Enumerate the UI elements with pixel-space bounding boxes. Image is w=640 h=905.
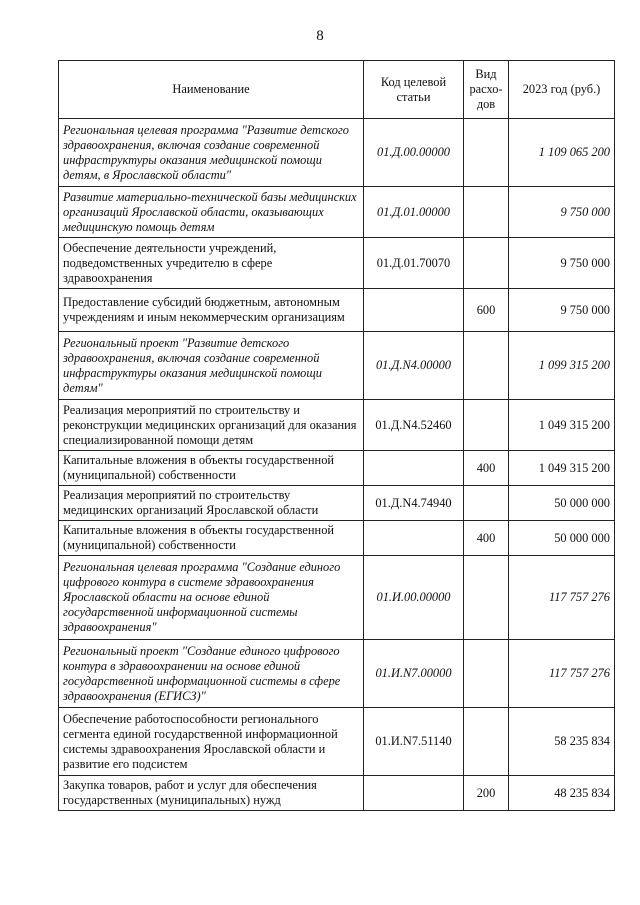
table-row (59, 640, 615, 708)
table-row (59, 521, 615, 556)
budget-table (58, 60, 615, 811)
row-code: 01.И.00.00000 (364, 556, 464, 640)
page-number: 8 (316, 28, 324, 44)
row-amount: 1 049 315 200 (509, 451, 615, 486)
row-name: Закупка товаров, работ и услуг для обеспечения государственных (муниципальных) нужд (59, 776, 364, 811)
row-code: 01.Д.01.00000 (364, 187, 464, 238)
row-amount: 9 750 000 (509, 238, 615, 289)
row-name: Региональная целевая программа "Развитие детского здравоохранения, включая создание современной инфраструктуры оказания медицинской помощи детям, в Ярославской области" (59, 119, 364, 187)
row-code (364, 521, 464, 556)
row-type: 400 (464, 451, 509, 486)
row-amount: 1 049 315 200 (509, 400, 615, 451)
row-amount: 1 099 315 200 (509, 332, 615, 400)
row-code (364, 776, 464, 811)
row-name: Реализация мероприятий по строительству и реконструкции медицинских организаций для оказания специализированной помощи детям (59, 400, 364, 451)
row-name: Обеспечение деятельности учреждений, подведомственных учредителю в сфере здравоохранения (59, 238, 364, 289)
row-code: 01.Д.N4.00000 (364, 332, 464, 400)
row-type (464, 187, 509, 238)
table-header-row (59, 61, 615, 119)
row-amount: 1 109 065 200 (509, 119, 615, 187)
row-type (464, 332, 509, 400)
row-code: 01.И.N7.00000 (364, 640, 464, 708)
row-amount: 9 750 000 (509, 289, 615, 332)
row-type: 400 (464, 521, 509, 556)
table-row (59, 451, 615, 486)
row-name: Капитальные вложения в объекты государственной (муниципальной) собственности (59, 521, 364, 556)
row-type (464, 400, 509, 451)
row-code: 01.Д.01.70070 (364, 238, 464, 289)
row-code: 01.Д.N4.52460 (364, 400, 464, 451)
table-row (59, 119, 615, 187)
table-row (59, 400, 615, 451)
table-row (59, 486, 615, 521)
row-code (364, 289, 464, 332)
row-code: 01.Д.N4.74940 (364, 486, 464, 521)
row-code (364, 451, 464, 486)
row-code: 01.Д.00.00000 (364, 119, 464, 187)
row-name: Региональный проект "Создание единого цифрового контура в здравоохранении на основе единой государственной информационной системы в сфере здравоохранения (ЕГИСЗ)" (59, 640, 364, 708)
table-row (59, 708, 615, 776)
row-amount: 117 757 276 (509, 556, 615, 640)
row-type (464, 238, 509, 289)
table-row (59, 556, 615, 640)
table-row (59, 238, 615, 289)
row-amount: 50 000 000 (509, 521, 615, 556)
row-name: Обеспечение работоспособности регионального сегмента единой государственной информационной системы здравоохранения Ярославской области и развитие его подсистем (59, 708, 364, 776)
row-name: Реализация мероприятий по строительству медицинских организаций Ярославской области (59, 486, 364, 521)
header-name: Наименование (59, 61, 364, 119)
row-type (464, 486, 509, 521)
header-type: Вид расхо-дов (464, 61, 509, 119)
table-row (59, 332, 615, 400)
row-type (464, 556, 509, 640)
table-row (59, 776, 615, 811)
row-code: 01.И.N7.51140 (364, 708, 464, 776)
row-type (464, 640, 509, 708)
row-amount: 50 000 000 (509, 486, 615, 521)
row-type: 200 (464, 776, 509, 811)
row-name: Развитие материально-технической базы медицинских организаций Ярославской области, оказывающих медицинскую помощь детям (59, 187, 364, 238)
row-type (464, 119, 509, 187)
table-row (59, 289, 615, 332)
header-amount: 2023 год (руб.) (509, 61, 615, 119)
row-amount: 117 757 276 (509, 640, 615, 708)
row-amount: 48 235 834 (509, 776, 615, 811)
header-code: Код целевой статьи (364, 61, 464, 119)
table-row (59, 187, 615, 238)
row-type (464, 708, 509, 776)
row-amount: 9 750 000 (509, 187, 615, 238)
row-name: Предоставление субсидий бюджетным, автономным учреждениям и иным некоммерческим организациям (59, 289, 364, 332)
row-type: 600 (464, 289, 509, 332)
row-name: Региональный проект "Развитие детского здравоохранения, включая создание современной инфраструктуры оказания медицинской помощи детям" (59, 332, 364, 400)
row-name: Региональная целевая программа "Создание единого цифрового контура в системе здравоохранения Ярославской области на основе единой государственной информационной системы здравоохранения" (59, 556, 364, 640)
row-amount: 58 235 834 (509, 708, 615, 776)
row-name: Капитальные вложения в объекты государственной (муниципальной) собственности (59, 451, 364, 486)
